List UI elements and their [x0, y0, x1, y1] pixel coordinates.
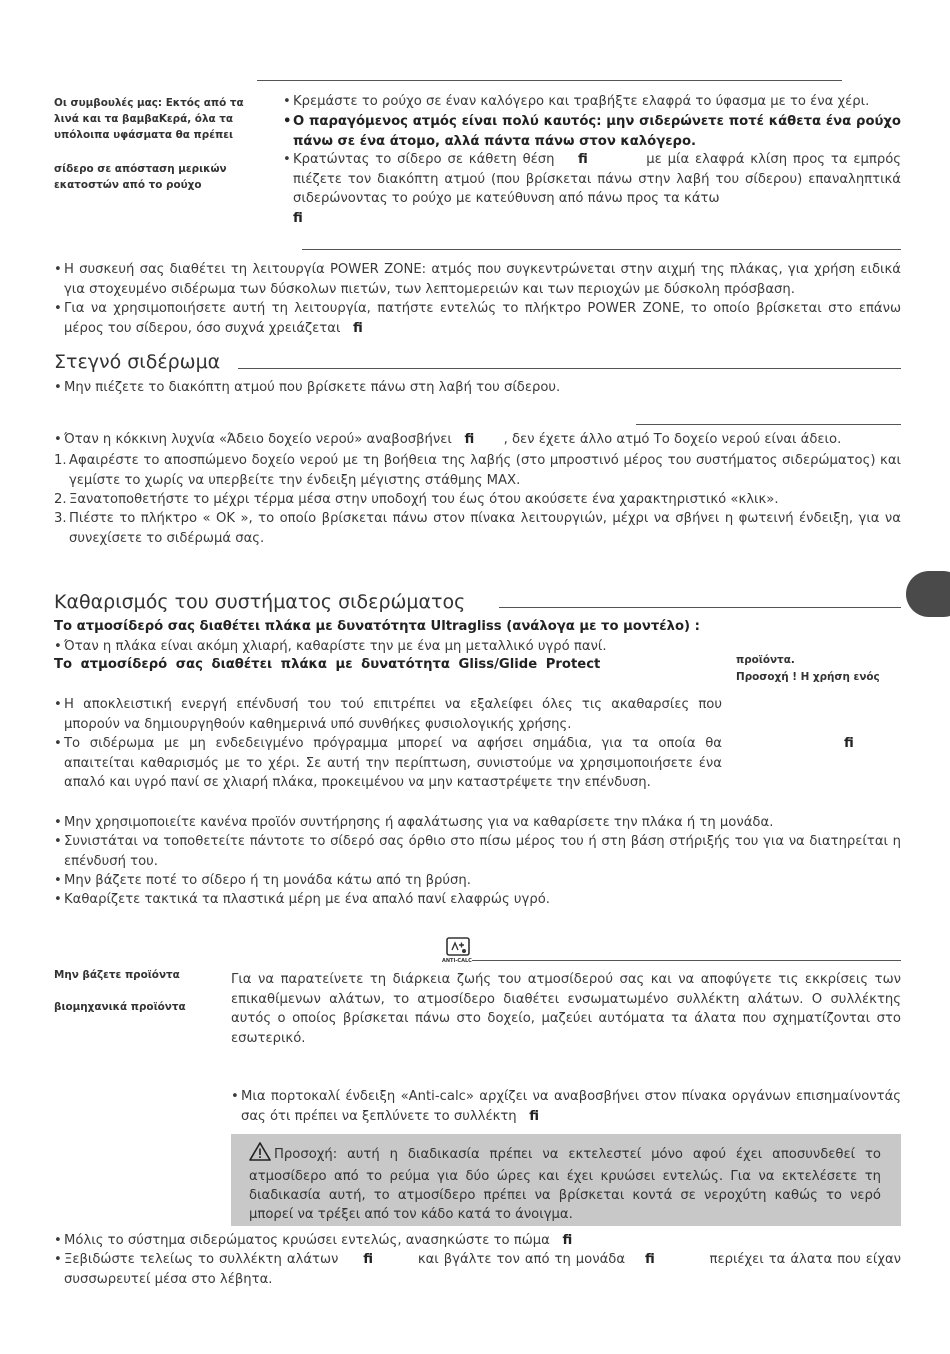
list-item: • Μην βάζετε ποτέ το σίδερο ή τη μονάδα κάτω από τη βρύση. [54, 873, 471, 888]
section-heading: Στεγνό σιδέρωμα [54, 351, 221, 373]
section-rule [499, 607, 901, 608]
list-item: • Κρεμάστε το ρούχο σε έναν καλόγερο και τραβήξτε ελαφρά το ύφασμα με το ένα χέρι. [283, 94, 870, 109]
figure-ref: ﬁ [844, 736, 854, 751]
list-item: • Κρατώντας το σίδερο σε κάθετη θέση ﬁ με μία ελαφρά κλίση προς τα εμπρός πιέζετε τον διακόπτη ατμού (που βρίσκεται πάνω στην λαβή του σίδερου) επαναληπτικά σιδερώνοντας το ρούχο με κατεύθυνση από πάνω προς τα κάτω ﬁ [283, 152, 902, 226]
anti-calc-paragraph: Για να παρατείνετε τη διάρκεια ζωής του ατμοσίδερού σας και να αποφύγετε τις εκκρίσεις των επικαθίμενων αλάτων, το ατμοσίδερο διαθέτει ενσωματωμένο συλλέκτη αλάτων. Ο συλλέκτης αυτός ο οποίος βρίσκεται πάνω στο δοχείο, μαζεύει αυτόματα τα άλατα που σχηματίζονται στο εσωτερικό. [231, 972, 901, 1046]
numbered-step: 1. Αφαιρέστε το αποσπώμενο δοχείο νερού με τη βοήθεια της λαβής (στο μπροστινό μέρος του συστήματος σιδερώματος) και γεμίστε το χωρίς να υπερβείτε την ένδειξη μέγιστης στάθμης MAX. [54, 453, 901, 488]
list-item: • Η αποκλειστική ενεργή επένδυσή του τού επιτρέπει να εξαλείφει όλες τις ακαθαρσίες που μπορούν να δημιουργηθούν καθημερινά υπό συνθήκες φυσιολογικής χρήσης. [54, 697, 722, 732]
subheading: Το ατμοσίδερό σας διαθέτει πλάκα με δυνατότητα Gliss/Glide Protect [54, 657, 601, 672]
figure-ref: ﬁ [577, 152, 588, 167]
figure-ref: ﬁ [464, 432, 475, 447]
side-note: Προσοχή ! Η χρήση ενός [736, 671, 880, 683]
section-rule [472, 960, 901, 961]
numbered-step: 2. Ξανατοποθετήστε το μέχρι τέρμα μέσα στην υποδοχή του έως ότου ακούσετε ένα χαρακτηριστικό «κλικ». [54, 492, 779, 507]
list-item: • Μόλις το σύστημα σιδερώματος κρυώσει εντελώς, ανασηκώστε το πώμα ﬁ [54, 1233, 573, 1248]
figure-ref: ﬁ [363, 1252, 374, 1267]
numbered-step: 3. Πιέστε το πλήκτρο « OK », το οποίο βρίσκεται πάνω στον πίνακα λειτουργιών, μέχρι να σβήνει η φωτεινή ένδειξη, για να συνεχίσετε το σιδέρωμά σας. [54, 511, 901, 546]
list-item: • Η συσκευή σας διαθέτει τη λειτουργία POWER ZONE: ατμός που συγκεντρώνεται στην αιχμή της πλάκας, για χρήση ειδικά για στοχευμένο σιδέρωμα των δύσκολων πιετών, των λεπτομερειών και των περιοχών με δύσκολη πρόσβαση. [54, 262, 901, 297]
subheading: Το ατμοσίδερό σας διαθέτει πλάκα με δυνατότητα Ultragliss (ανάλογα με το μοντέλο) : [54, 619, 700, 634]
anti-calc-label: ANTI-CALC [442, 958, 472, 964]
side-note: προϊόντα. [736, 654, 795, 666]
side-note: σίδερο σε απόσταση μερικών εκατοστών από το ρούχο [54, 163, 227, 191]
section-rule [302, 249, 901, 250]
list-item: • Μην χρησιμοποιείτε κανένα προϊόν συντήρησης ή αφαλάτωσης για να καθαρίσετε την πλάκα ή τη μονάδα. [54, 815, 774, 830]
side-note: βιομηχανικά προϊόντα [54, 1001, 186, 1013]
list-item: • Συνιστάται να τοποθετείτε πάντοτε το σίδερό σας όρθιο στο πίσω μέρος του ή στη βάση στήριξής του για να διατηρείται η επένδυσή του. [54, 834, 901, 869]
figure-ref: ﬁ [562, 1233, 573, 1248]
figure-ref: ﬁ [352, 320, 363, 336]
list-item: • Το σιδέρωμα με μη ενδεδειγμένο πρόγραμμα μπορεί να αφήσει σημάδια, για τα οποία θα απαιτείται καθαρισμός με το χέρι. Σε αυτή την περίπτωση, συνιστούμε να χρησιμοποιήσετε ένα απαλό και υγρό πανί σε χλιαρή πλάκα, προκειμένου να μην καταστρέψετε την επένδυση. [54, 736, 722, 790]
side-note: Οι συμβουλές μας: Εκτός από τα λινά και τα βαμβαΚερά, όλα τα υπόλοιπα υφάσματα θα πρέπει [54, 97, 244, 141]
list-item: • Μια πορτοκαλί ένδειξη «Anti-calc» αρχίζει να αναβοσβήνει στον πίνακα οργάνων επισημαίνοντάς σας ότι πρέπει να ξεπλύνετε το συλλέκτη ﬁ [231, 1089, 901, 1124]
list-item: • Όταν η κόκκινη λυχνία «Άδειο δοχείο νερού» αναβοσβήνει ﬁ , δεν έχετε άλλο ατμό Το δοχείο νερού είναι άδειο. [54, 432, 842, 447]
list-item: • Για να χρησιμοποιήσετε αυτή τη λειτουργία, πατήστε εντελώς το πλήκτρο POWER ZONE, το οποίο βρίσκεται στο επάνω μέρος του σίδερου, όσο συχνά χρειάζεται ﬁ [54, 301, 901, 336]
side-note: Μην βάζετε προϊόντα [54, 969, 180, 981]
section-heading: Καθαρισμός του συστήματος σιδερώματος [54, 591, 466, 613]
list-item: • Ξεβιδώστε τελείως το συλλέκτη αλάτων ﬁ και βγάλτε τον από τη μονάδα ﬁ περιέχει τα άλατα που είχαν συσσωρευτεί μέσα στο λέβητα. [54, 1252, 901, 1287]
list-item: • Ο παραγόμενος ατμός είναι πολύ καυτός: μην σιδερώνετε ποτέ κάθετα ένα ρούχο πάνω σε ένα άτομο, αλλά πάντα πάνω στον καλόγερο. [283, 114, 901, 149]
section-rule [636, 424, 901, 425]
section-rule [257, 80, 842, 81]
figure-ref: ﬁ [644, 1252, 655, 1267]
page-tab-marker [906, 571, 950, 617]
figure-ref: ﬁ [293, 210, 303, 226]
list-item: • Μην πιέζετε το διακόπτη ατμού που βρίσκετε πάνω στη λαβή του σίδερου. [54, 380, 561, 395]
list-item: • Όταν η πλάκα είναι ακόμη χλιαρή, καθαρίστε την με ένα μη μεταλλικό υγρό πανί. [54, 639, 607, 654]
figure-ref: ﬁ [529, 1108, 540, 1124]
list-item: • Καθαρίζετε τακτικά τα πλαστικά μέρη με ένα απαλό πανί ελαφρώς υγρό. [54, 892, 550, 907]
warning-icon [249, 1142, 271, 1167]
warning-box [231, 1134, 901, 1226]
warning-text: Προσοχή: αυτή η διαδικασία πρέπει να εκτελεστεί μόνο αφού έχει αποσυνδεθεί το ατμοσίδερο από το ρεύμα για δύο ώρες και έχει κρυώσει εντελώς. Για να εκτελέσετε τη διαδικασία αυτή, το ατμοσίδερο πρέπει να βρίσκεται κοντά σε νεροχύτη καθώς το νερό μπορεί να τρέξει από τον κάδο κατά το άνοιγμα. [249, 1147, 881, 1222]
section-rule [238, 368, 901, 369]
